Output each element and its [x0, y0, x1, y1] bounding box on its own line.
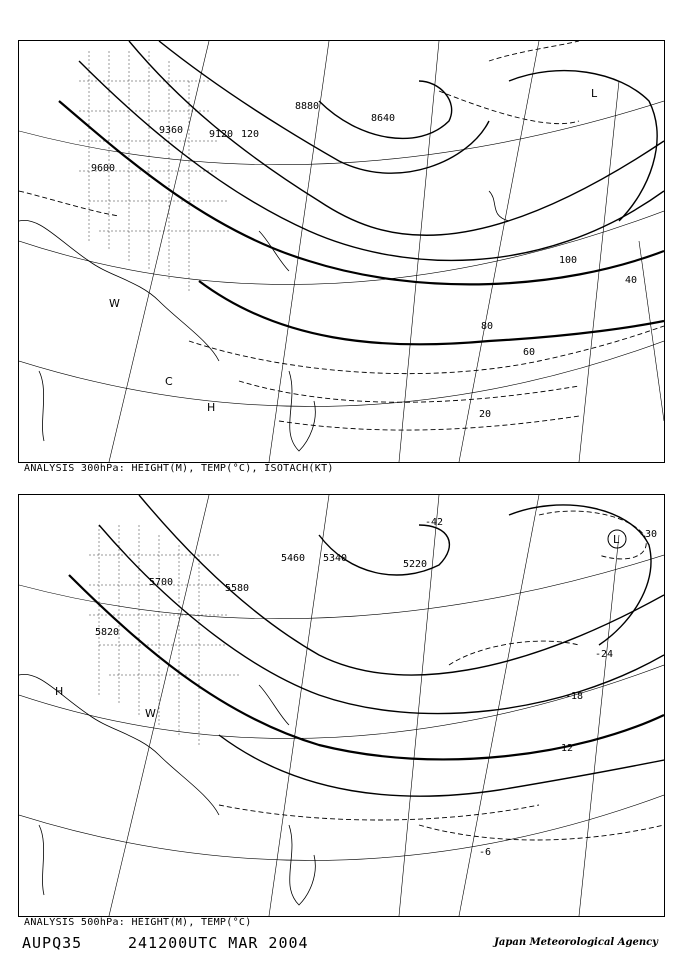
height-label: 9600	[91, 163, 116, 174]
height-label: 5820	[95, 627, 120, 638]
high-pressure-symbol: H	[207, 401, 216, 414]
valid-time: 241200UTC MAR 2004	[128, 934, 309, 952]
map-panel-300hpa	[18, 40, 665, 463]
caption-500hpa: ANALYSIS 500hPa: HEIGHT(M), TEMP(°C)	[24, 917, 252, 928]
temperature-label: -42	[425, 517, 444, 528]
height-label: 5580	[225, 583, 250, 594]
caption-300hpa: ANALYSIS 300hPa: HEIGHT(M), TEMP(°C), ISOTACH(KT)	[24, 463, 334, 474]
low-pressure-symbol: L	[613, 533, 620, 546]
coastlines	[19, 191, 509, 451]
chart-code: AUPQ35	[22, 934, 83, 952]
map-500hpa-svg	[19, 495, 664, 916]
temperature-label: -12	[555, 743, 574, 754]
isotach-label: 80	[481, 321, 494, 332]
low-pressure-symbol: L	[591, 87, 598, 100]
height-contours	[69, 495, 664, 796]
height-label: 8640	[371, 113, 396, 124]
height-label: 9360	[159, 125, 184, 136]
temperature-label: -6	[479, 847, 492, 858]
graticule	[19, 41, 664, 462]
temperature-label: -18	[565, 691, 584, 702]
isotach-label: 100	[559, 255, 578, 266]
temperature-label: -24	[595, 649, 614, 660]
isotach-label: 20	[479, 409, 492, 420]
height-label: 8880	[295, 101, 320, 112]
agency-name: Japan Meteorological Agency	[494, 937, 658, 948]
height-label: 5220	[403, 559, 428, 570]
isotach-label: 60	[523, 347, 536, 358]
map-300hpa-svg	[19, 41, 664, 462]
temperature-label: -30	[639, 529, 658, 540]
cold-symbol: C	[165, 375, 173, 388]
height-label: 5340	[323, 553, 348, 564]
map-panel-500hpa	[18, 494, 665, 917]
isotach-label: 120	[241, 129, 260, 140]
high-pressure-symbol: H	[55, 685, 64, 698]
height-label: 5460	[281, 553, 306, 564]
height-label: 5700	[149, 577, 174, 588]
isotach-label: 40	[625, 275, 638, 286]
coastlines	[19, 674, 315, 905]
warm-symbol: W	[145, 707, 156, 720]
height-label: 9120	[209, 129, 234, 140]
height-contours	[59, 41, 664, 344]
warm-symbol: W	[109, 297, 120, 310]
